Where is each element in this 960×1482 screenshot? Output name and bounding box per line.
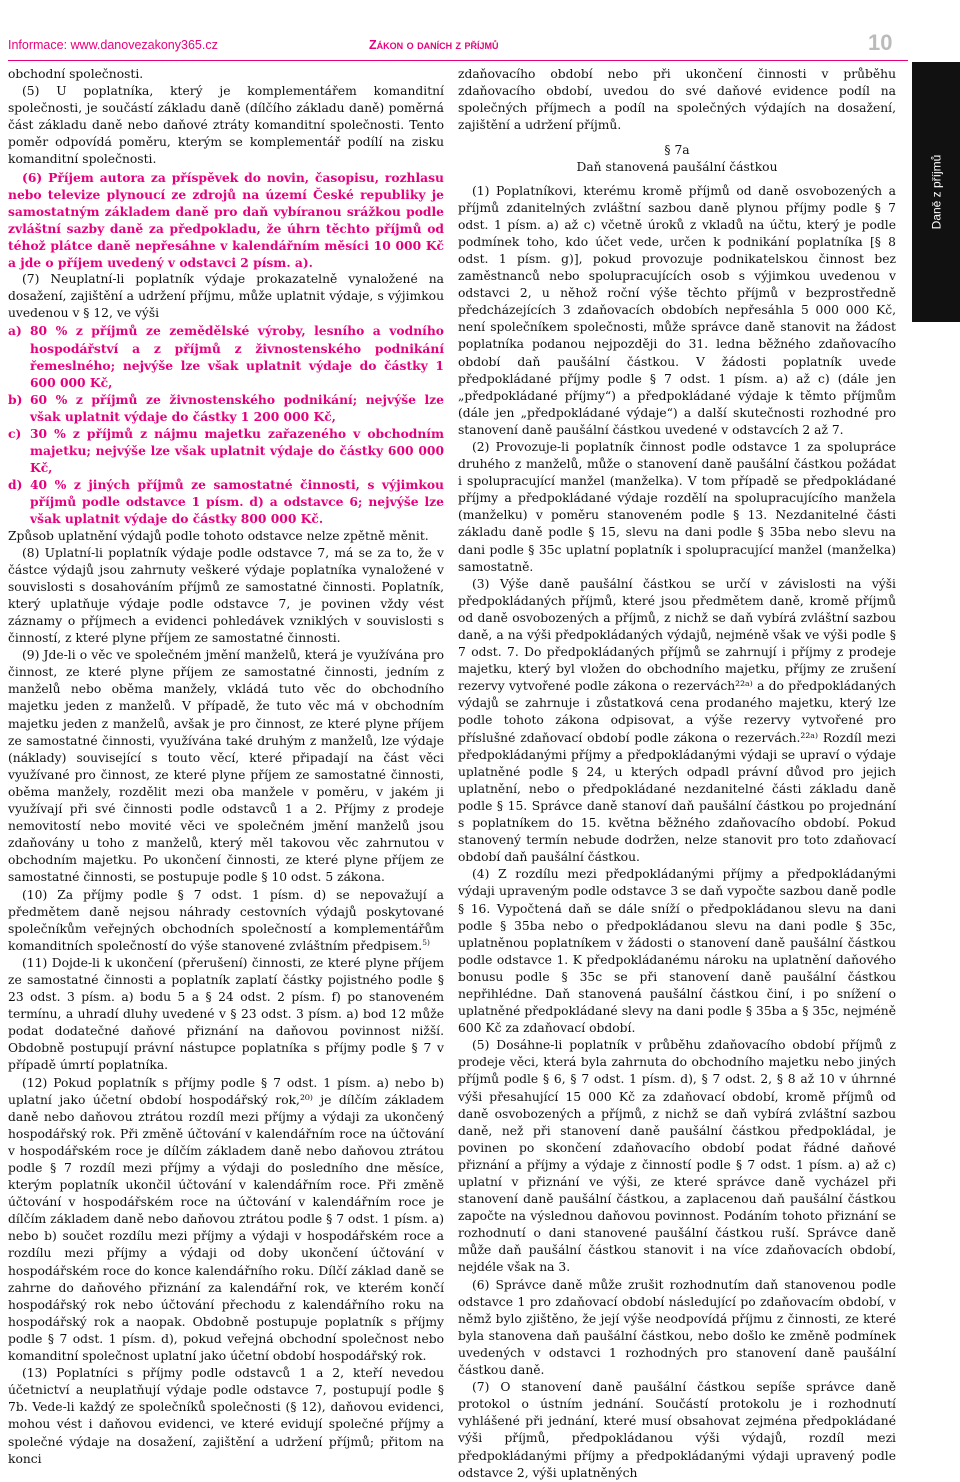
header-title: Zákon o daních z příjmů bbox=[369, 38, 499, 52]
paragraph: (4) Z rozdílu mezi předpokládanými příjmy a předpokládanými výdaji upraveným podle odstavce 3 se daň vypočte sazbou daně podle § 16. Vypočtená daň se dále sníží o předpokládanou slevu na dani podle § 35ba nebo o předpokládanou slevu na dani podle § 35c, uplatněnou poplatníkem v žádosti o stanovení daně paušální částkou podle odstavce 1. K předpokládanému nároku na uplatnění daňového bonusu podle § 35c se při stanovení daně paušální částkou nepřihlédne. Daň stanovená paušální částkou činí, i po snížení o uplatněné předpokládané slevy na dani podle § 35ba a § 35c, nejméně 600 Kč za zdaňovací období. bbox=[458, 867, 896, 1036]
paragraph: obchodní společnosti. bbox=[8, 67, 144, 81]
paragraph: (12) Pokud poplatník s příjmy podle § 7 odst. 1 písm. a) nebo b) uplatní jako účetní období hospodářský rok,²⁰⁾ je dílčím základem daně nebo daňovou ztrátou rozdíl mezi příjmy a výdaji za ukončený hospodářský rok. Při změně účtování v kalendářním roce na účtování v hospodářském roce je dílčím základem daně nebo daňovou ztrátou podle § 7 rozdíl mezi příjmy a výdaji do posledního dne měsíce, kterým poplatník ukončil účtování v kalendářním roce. Při změně účtování v hospodářském roce na účtování v kalendářním roce je dílčím základem daně nebo daňovou ztrátou podle § 7 odst. 1 písm. a) nebo b) součet rozdílu mezi příjmy a výdaji v hospodářském roce a rozdílu mezi příjmy a výdaji od doby ukončení účtování v hospodářském roce do konce kalendářního roku. Dílčí základ daně se zahrne do daňového přiznání za kalendářní rok, ve kterém končí hospodářský rok nebo účtování přechodu z kalendářního roku na hospodářský rok a naopak. Obdobně postupuje poplatník s příjmy podle § 7 odst. 1 písm. d), pokud veřejná obchodní společnost nebo komanditní společnost uplatní jako účetní období hospodářský rok. bbox=[8, 1075, 444, 1364]
list-item bbox=[8, 425, 444, 476]
paragraph: (6) Správce daně může zrušit rozhodnutím daň stanovenou podle odstavce 1 pro zdaňovací období následující po zdaňovacím období, v němž bylo zjištěno, že její výše neodpovídá příjmu z činnosti, ze které byla stanovena daň paušální částkou, nebo došlo ke změně podmínek uvedených v odstavci 1 rozhodných pro stanovení daně paušální částkou daně. bbox=[458, 1277, 896, 1378]
list-marker: c) bbox=[8, 425, 22, 441]
list-marker: a) bbox=[8, 323, 22, 339]
side-tab bbox=[912, 62, 960, 322]
paragraph: (11) Dojde-li k ukončení (přerušení) činnosti, ze které plyne příjem ze samostatné činnosti a poplatník zaplatí částky pojistného podle § 23 odst. 3 písm. a) bodu 5 a § 24 odst. 2 písm. f) po stanoveném termínu, a uhradí dluhy uvedené v § 23 odst. 3 písm. a) bod 12 může podat dodatečné daňové přiznání na daňovou povinnost nižší. Obdobně postupují právní nástupce poplatníka s příjmy podle § 7 v případě úmrtí poplatníka. bbox=[8, 955, 444, 1073]
side-tab-label: Daně z příjmů bbox=[929, 154, 944, 230]
paragraph: (7) Neuplatní-li poplatník výdaje prokazatelně vynaložené na dosažení, zajištění a udržení příjmu, může uplatnit výdaje, s výjimkou uvedenou v § 12, ve výši bbox=[8, 272, 444, 321]
list-item-text: 40 % z jiných příjmů ze samostatné činnosti, s výjimkou příjmů podle odstavce 1 písm. d) a odstavce 6; nejvýše lze však uplatnit výdaje do částky 800 000 Kč. bbox=[30, 477, 444, 527]
list-item-text: 60 % z příjmů ze živnostenského podnikání; nejvýše lze však uplatnit výdaje do částky 1 200 000 Kč, bbox=[30, 391, 444, 424]
paragraph: (3) Výše daně paušální částkou se určí v závislosti na výši předpokládaných příjmů, které jsou předmětem daně, kromě příjmů od daně osvobozených a příjmů, z nichž se daň vybírá zvláštní sazbou daně, a na výši předpokládaných výdajů, nejméně však ve výši podle § 7 odst. 7. Do předpokládaných příjmů se zahrnují i příjmy z prodeje majetku, který byl vložen do obchodního majetku, příjmy ze zrušení rezervy vytvořené podle zákona o rezervách²²ᵃ⁾ a do předpokládaných výdajů se zahrnuje i zůstatková cena prodaného majetku, který lze podle tohoto zákona odpisovat, a výše rezervy vytvořené pro příslušné zdaňovací období podle zákona o rezervách.²²ᵃ⁾ Rozdíl mezi předpokládanými příjmy a předpokládanými výdaji se upraví o výdaje uplatněné podle § 24, u kterých odpadl právní důvod pro jejich uplatnění, nebo o předpokládané nezdanitelné části základu daně podle § 15. Správce daně stanoví daň paušální částkou po projednání s poplatníkem do 15. května běžného zdaňovacího období. Pokud stanovený termín nebude dodržen, nelze stanovit pro toto zdaňovací období daň paušální částkou. bbox=[458, 576, 896, 865]
paragraph: (5) Dosáhne-li poplatník v průběhu zdaňovacího období příjmů z prodeje věci, která byla zahrnuta do obchodního majetku nebo jiných příjmů podle § 6, § 7 odst. 1 písm. d), § 7 odst. 2, § 8 až 10 v úhrnné výši přesahující 15 000 Kč za zdaňovací období, kromě příjmů od daně osvobozených a příjmů, z nichž se daň vybírá zvláštní sazbou daně, než při stanovení daně paušální částkou předpokládal, je povinen po skončení zdaňovacího období podat řádné daňové přiznání a příjmy a výdaje z činností podle § 7 odst. 1 písm. a) až c) uplatní v přiznání ve výši, ze které správce daně vycházel při stanovení daně paušální částkou, a zaplacenou daň paušální částkou započte na výslednou daňovou povinnost. Podáním tohoto přiznání se rozhodnutí o dani stanovené paušální částkou ruší. Správce daně může daň paušální částkou stanovit i na více zdaňovacích období, nejdéle však na 3. bbox=[458, 1038, 896, 1275]
paragraph: zdaňovacího období nebo při ukončení činnosti v průběhu zdaňovacího období, uvedou do své daňové evidence podíl na společných příjmech a podíl na společných výdajích na dosažení, zajištění a udržení příjmů. bbox=[458, 67, 896, 133]
paragraph-text: (10) Za příjmy podle § 7 odst. 1 písm. d) se nepovažují a předmětem daně nejsou náhrady cestovních výdajů poskytované společníkům veřejných obchodních společností a komplementářům komanditních společností do výše stanovené zvláštním předpisem. bbox=[8, 887, 444, 953]
list-item bbox=[8, 476, 444, 527]
paragraph bbox=[8, 887, 444, 955]
header-rule bbox=[8, 60, 908, 61]
list-item bbox=[8, 322, 444, 390]
list-marker: d) bbox=[8, 477, 23, 493]
paragraph-highlighted: (6) Příjem autora za příspěvek do novin, časopisu, rozhlasu nebo televize plynoucí ze zdrojů na území České republiky je samostatným základem daně pro daň vybíranou srážkou podle zvláštní sazby daně za předpokladu, že úhrn těchto příjmů od téhož plátce daně nepřesáhne v kalendářním měsíci 10 000 Kč a jde o příjem uvedený v odstavci 2 písm. a). bbox=[8, 169, 444, 271]
paragraph: (8) Uplatní-li poplatník výdaje podle odstavce 7, má se za to, že v částce výdajů jsou zahrnuty veškeré výdaje poplatníka vynaložené v souvislosti s dosahováním příjmů ze samostatné činnosti. Poplatník, který uplatňuje výdaje podle odstavce 7, je povinen vždy vést záznamy o příjmech a evidenci pohledávek vzniklých v souvislosti s činností, z které plyne příjem ze samostatné činnosti. bbox=[8, 545, 444, 646]
paragraph: (7) O stanovení daně paušální částkou sepíše správce daně protokol o ústním jednání. Součástí protokolu je i rozhodnutí vyhlášené při jednání, které musí obsahovat zejména předpokládané výši příjmů, předpokládanou výši výdajů, rozdíl mezi předpokládanými příjmy a předpokládanými výdaji upravený podle odstavce 2, výši uplatněných bbox=[458, 1380, 896, 1480]
section-number: § 7a bbox=[664, 143, 690, 158]
page-number: 10 bbox=[868, 30, 893, 55]
paragraph: (1) Poplatníkovi, kterému kromě příjmů od daně osvobozených a příjmů zdanitelných zvláštní sazbou daně plynou příjmy podle § 7 odst. 1 písm. a) až c) včetně úroků z vkladů na účtu, který je podle podmínek toho, kdo účet vede, určen k podnikání poplatníka [§ 8 odst. 1 písm. g)], pokud provozuje podnikatelskou činnost bez zaměstnanců nebo spolupracujících osob s výjimkou uvedenou v odstavci 2, u něhož roční výše těchto příjmů v bezprostředně předcházejících 3 zdaňovacích obdobích nepřesáhla 5 000 000 Kč, není společníkem společnosti, může správce daně stanovit na žádost poplatníka podanou nejpozději do 31. ledna běžného zdaňovacího období daň paušální částkou. V žádosti poplatník uvede předpokládané příjmy podle § 7 odst. 1 písm. a) až c) (dále jen „předpokládané příjmy“) a předpokládané výdaje k těmto příjmům (dále jen „předpokládané výdaje“) a další skutečnosti rozhodné pro stanovení daně paušální částkou uvedené v odstavcích 2 až 7. bbox=[458, 183, 896, 437]
paragraph: (9) Jde-li o věc ve společném jmění manželů, která je využívána pro činnost, ze které plyne příjem ze samostatné činnosti, jedním z manželů nebo oběma manžely, vkládá tuto věc do obchodního majetku jeden z manželů. V případě, že tuto věc má v obchodním majetku jeden z manželů, avšak je pro činnost, ze které plyne příjem ze samostatné činnosti, využívána také druhým z manželů, lze výdaje (náklady) související s touto věcí, které připadají na část věci využívané pro činnost, ze které plyne příjem ze samostatné činnosti, oběma manžely, rozdělit mezi oba manžele v poměru, v jakém ji využívají při své činnosti podle odstavců 1 a 2. Příjmy z prodeje nemovitostí nebo movité věci ve společném jmění manželů jsou zdaňovány u toho z manželů, který měl takovou věc zahrnutou v obchodním majetku. Po ukončení činnosti, ze které plyne příjem ze samostatné činnosti, se postupuje podle § 10 odst. 5 zákona. bbox=[8, 648, 444, 885]
paragraph: (5) U poplatníka, který je komplementářem komanditní společnosti, je součástí základu daně (dílčího základu daně) poměrná část základu daně nebo daňové ztráty komanditní společnosti. Tento poměr odpovídá poměru, kterým se komplementář podílí na zisku komanditní společnosti. bbox=[8, 84, 444, 167]
list-item-text: 80 % z příjmů ze zemědělské výroby, lesního a vodního hospodářství a z příjmů z živnostenského podnikání řemeslného; nejvýše lze však uplatnit výdaje do částky 1 600 000 Kč, bbox=[30, 323, 444, 390]
footnote-ref: 5) bbox=[422, 937, 430, 947]
paragraph: Způsob uplatnění výdajů podle tohoto odstavce nelze zpětně měnit. bbox=[8, 528, 429, 543]
list-marker: b) bbox=[8, 391, 23, 407]
paragraph: (13) Poplatníci s příjmy podle odstavců 1 a 2, kteří nevedou účetnictví a neuplatňují výdaje podle odstavce 7, postupují podle § 7b. Vede-li každý ze společníků společnosti (§ 12), daňovou evidenci, mohou vést i daňovou evidenci, ve které evidují společné příjmy a společné výdaje na dosažení, zajištění a udržení příjmů; přitom na konci bbox=[8, 1366, 444, 1466]
left-column bbox=[8, 66, 444, 1468]
list-item-text: 30 % z příjmů z nájmu majetku zařazeného v obchodním majetku; nejvýše lze však uplatnit výdaje do částky 600 000 Kč, bbox=[30, 425, 444, 476]
paragraph: (2) Provozuje-li poplatník činnost podle odstavce 1 za spolupráce druhého z manželů, může o stanovení daně paušální částkou požádat i spolupracující manžel (manželka). V tom případě se předpokládané příjmy a předpokládané výdaje rozdělí na spolupracujícího manžela (manželku) v poměru stanoveném podle § 13. Nezdanitelné části základu daně podle § 15, slevu na dani podle § 35ba nebo slevu na dani podle § 35c uplatní poplatník i spolupracující manžel (manželka) samostatně. bbox=[458, 439, 896, 574]
header-source: Informace: www.danovezakony365.cz bbox=[8, 38, 218, 52]
section-title: Daň stanovená paušální částkou bbox=[576, 160, 778, 175]
right-column bbox=[458, 66, 896, 1482]
list-item bbox=[8, 391, 444, 425]
expense-list bbox=[8, 322, 444, 527]
